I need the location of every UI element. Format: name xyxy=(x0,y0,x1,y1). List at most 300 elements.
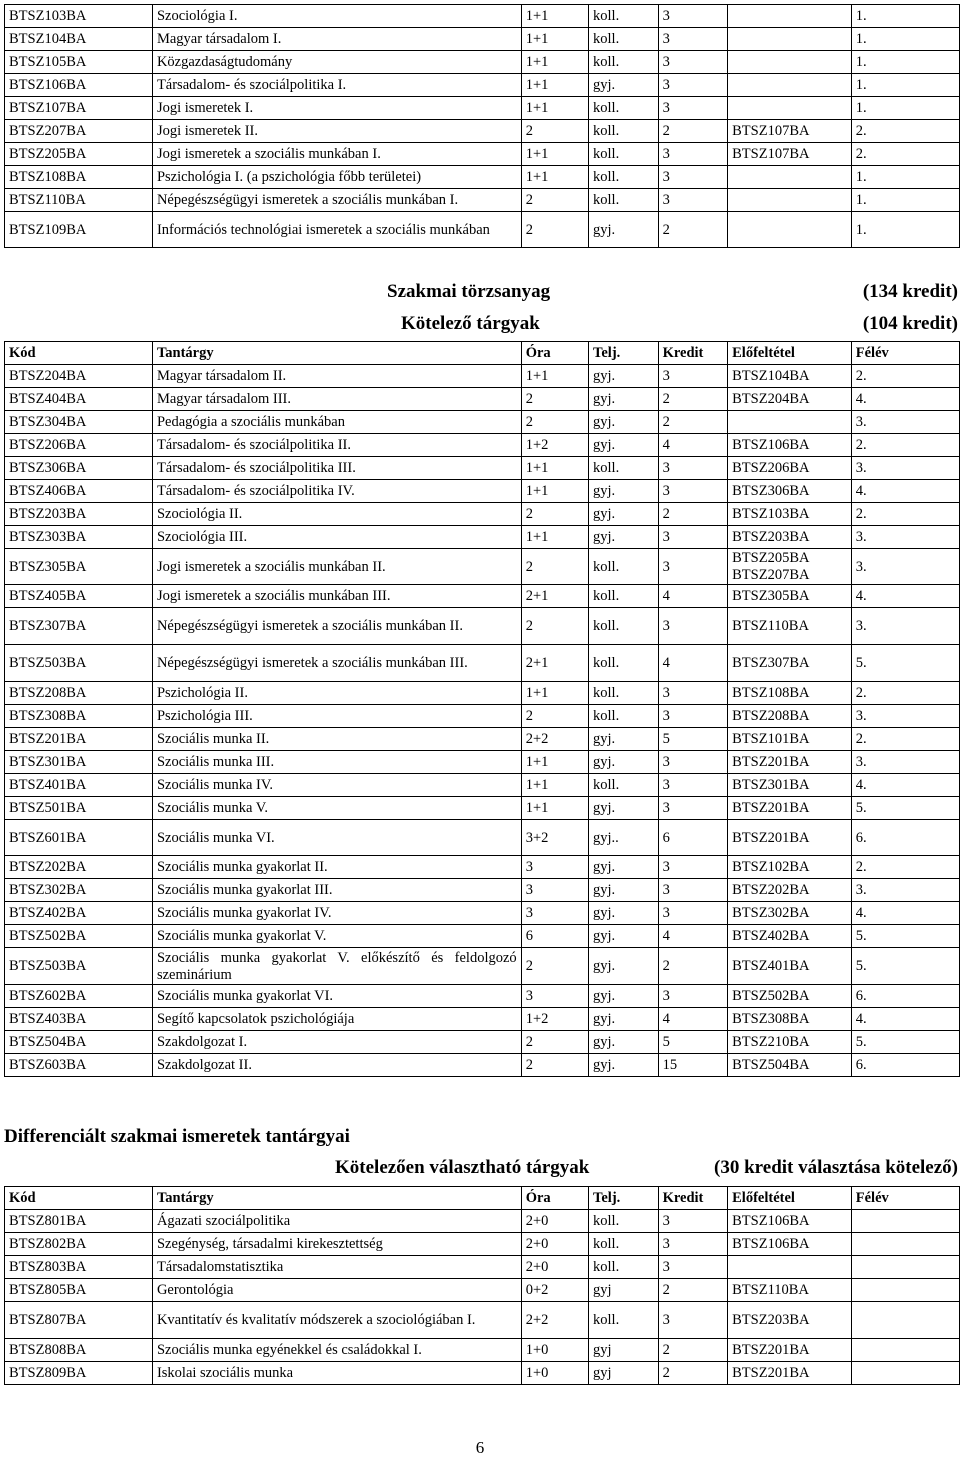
table-cell: 2 xyxy=(521,503,588,526)
table-row xyxy=(5,411,960,434)
table-cell: 1. xyxy=(851,28,959,51)
table-cell: Szociológia II. xyxy=(152,503,521,526)
table-row xyxy=(5,1008,960,1031)
table-cell: BTSZ201BA xyxy=(728,797,852,820)
table-row xyxy=(5,457,960,480)
table-cell: 5. xyxy=(851,1031,959,1054)
table-cell: 15 xyxy=(658,1054,728,1077)
table-cell: koll. xyxy=(589,1302,659,1339)
table-cell: koll. xyxy=(589,5,659,28)
column-header: Kredit xyxy=(658,1187,728,1210)
table-cell: 1+0 xyxy=(521,1362,588,1385)
table-cell: Kvantitatív és kvalitatív módszerek a szociológiában I. xyxy=(152,1302,521,1339)
table-cell: 3 xyxy=(658,1233,728,1256)
table-cell: Információs technológiai ismeretek a szociális munkában xyxy=(152,212,521,248)
table-cell: 1+2 xyxy=(521,1008,588,1031)
table-cell: 3+2 xyxy=(521,820,588,856)
table-row xyxy=(5,879,960,902)
table-row xyxy=(5,682,960,705)
table-row xyxy=(5,74,960,97)
table-cell: BTSZ110BA xyxy=(728,1279,852,1302)
table-cell: 3 xyxy=(658,751,728,774)
section-title: Szakmai törzsanyag xyxy=(387,281,551,302)
table-cell: 4. xyxy=(851,902,959,925)
table-cell: 3 xyxy=(658,856,728,879)
table-cell: 1+1 xyxy=(521,457,588,480)
table-cell: 3 xyxy=(521,902,588,925)
table-cell: Segítő kapcsolatok pszichológiája xyxy=(152,1008,521,1031)
table-row xyxy=(5,1054,960,1077)
table-cell: 3. xyxy=(851,549,959,585)
table-cell: BTSZ807BA xyxy=(5,1302,153,1339)
table-cell: 3 xyxy=(658,549,728,585)
table-cell: 1+1 xyxy=(521,51,588,74)
table-cell: BTSZ207BA xyxy=(5,120,153,143)
table-cell: BTSZ205BA xyxy=(5,143,153,166)
table-cell: 5. xyxy=(851,948,959,985)
table-cell: BTSZ109BA xyxy=(5,212,153,248)
table-cell: Szociális munka VI. xyxy=(152,820,521,856)
table-cell: BTSZ602BA xyxy=(5,985,153,1008)
table-cell: BTSZ501BA xyxy=(5,797,153,820)
table-cell: BTSZ503BA xyxy=(5,645,153,682)
table-row xyxy=(5,608,960,645)
table-row xyxy=(5,1031,960,1054)
table-cell: gyj. xyxy=(589,74,659,97)
table-cell: 2 xyxy=(658,411,728,434)
table-cell: BTSZ110BA xyxy=(728,608,852,645)
table-cell: BTSZ210BA xyxy=(728,1031,852,1054)
table-cell: gyj. xyxy=(589,526,659,549)
table-cell xyxy=(851,1279,959,1302)
table-row xyxy=(5,5,960,28)
table-cell: gyj. xyxy=(589,925,659,948)
table-cell: BTSZ203BA xyxy=(728,1302,852,1339)
table-cell: 3 xyxy=(658,1210,728,1233)
table-cell: 6. xyxy=(851,985,959,1008)
table-cell: 1. xyxy=(851,212,959,248)
column-header: Kód xyxy=(5,1187,153,1210)
table-cell: 3 xyxy=(658,143,728,166)
table-row xyxy=(5,97,960,120)
table-cell: Szociális munka gyakorlat II. xyxy=(152,856,521,879)
table-row xyxy=(5,774,960,797)
table-cell: BTSZ204BA xyxy=(728,388,852,411)
course-table-continued xyxy=(4,4,960,248)
table-cell: BTSZ204BA xyxy=(5,365,153,388)
table-row xyxy=(5,503,960,526)
table-cell xyxy=(728,28,852,51)
table-cell: gyj. xyxy=(589,728,659,751)
table-cell: 3 xyxy=(658,774,728,797)
table-cell: gyj. xyxy=(589,856,659,879)
table-cell: 1+1 xyxy=(521,28,588,51)
table-cell: gyj xyxy=(589,1279,659,1302)
table-cell: 2 xyxy=(658,1362,728,1385)
table-row xyxy=(5,925,960,948)
table-cell: Szociális munka III. xyxy=(152,751,521,774)
table-cell: 2 xyxy=(658,388,728,411)
column-header: Félév xyxy=(851,342,959,365)
table-cell: 3. xyxy=(851,608,959,645)
table-cell: BTSZ801BA xyxy=(5,1210,153,1233)
table-row xyxy=(5,705,960,728)
table-cell: BTSZ502BA xyxy=(728,985,852,1008)
table-cell: 3 xyxy=(658,985,728,1008)
table-cell: BTSZ102BA xyxy=(728,856,852,879)
table-cell: BTSZ106BA xyxy=(728,1210,852,1233)
column-header: Kód xyxy=(5,342,153,365)
table-cell: BTSZ103BA xyxy=(5,5,153,28)
table-cell: Szegénység, társadalmi kirekesztettség xyxy=(152,1233,521,1256)
table-cell: gyj. xyxy=(589,751,659,774)
table-cell: 1+1 xyxy=(521,774,588,797)
table-row xyxy=(5,1362,960,1385)
table-cell: gyj xyxy=(589,1362,659,1385)
table-row xyxy=(5,985,960,1008)
table-cell: koll. xyxy=(589,585,659,608)
table-cell xyxy=(728,212,852,248)
table-cell: Társadalom- és szociálpolitika I. xyxy=(152,74,521,97)
section-credit: (134 kredit) xyxy=(862,281,958,302)
table-cell: koll. xyxy=(589,1210,659,1233)
table-cell: BTSZ809BA xyxy=(5,1362,153,1385)
table-cell: BTSZ306BA xyxy=(5,457,153,480)
table-cell: Szakdolgozat I. xyxy=(152,1031,521,1054)
table-cell: 2 xyxy=(521,388,588,411)
table-cell: 6 xyxy=(521,925,588,948)
table-cell: 2+2 xyxy=(521,728,588,751)
table-cell: BTSZ202BA xyxy=(5,856,153,879)
table-cell: 3. xyxy=(851,526,959,549)
elective-courses-table xyxy=(4,1186,960,1385)
table-cell: 2. xyxy=(851,143,959,166)
table-cell: 1+1 xyxy=(521,797,588,820)
table-row xyxy=(5,585,960,608)
table-row xyxy=(5,1256,960,1279)
table-cell: BTSZ805BA xyxy=(5,1279,153,1302)
table-cell xyxy=(851,1256,959,1279)
table-cell: 2 xyxy=(521,1054,588,1077)
table-cell: Népegészségügyi ismeretek a szociális munkában I. xyxy=(152,189,521,212)
column-header: Kredit xyxy=(658,342,728,365)
table-row xyxy=(5,28,960,51)
table-cell: gyj. xyxy=(589,1008,659,1031)
table-cell: BTSZ305BA xyxy=(5,549,153,585)
table-cell: BTSZ201BA xyxy=(728,820,852,856)
table-cell: BTSZ403BA xyxy=(5,1008,153,1031)
table-cell: gyj. xyxy=(589,948,659,985)
table-cell: gyj. xyxy=(589,212,659,248)
table-cell: BTSZ803BA xyxy=(5,1256,153,1279)
table-cell: 2 xyxy=(521,120,588,143)
table-cell: 2 xyxy=(658,503,728,526)
table-cell: BTSZ110BA xyxy=(5,189,153,212)
table-cell: BTSZ208BA xyxy=(728,705,852,728)
table-cell: 2 xyxy=(521,1031,588,1054)
table-cell: BTSZ301BA xyxy=(5,751,153,774)
table-cell: BTSZ101BA xyxy=(728,728,852,751)
table-cell: 1+0 xyxy=(521,1339,588,1362)
table-cell: gyj. xyxy=(589,1054,659,1077)
table-cell: Jogi ismeretek a szociális munkában I. xyxy=(152,143,521,166)
table-cell: BTSZ108BA xyxy=(728,682,852,705)
page-number: 6 xyxy=(475,1438,485,1457)
table-row xyxy=(5,902,960,925)
table-cell: BTSZ302BA xyxy=(728,902,852,925)
column-header: Telj. xyxy=(589,1187,659,1210)
table-cell: 3. xyxy=(851,457,959,480)
table-cell: BTSZ106BA xyxy=(5,74,153,97)
table-cell: 5 xyxy=(658,728,728,751)
table-cell: koll. xyxy=(589,645,659,682)
table-row xyxy=(5,212,960,248)
table-cell: Iskolai szociális munka xyxy=(152,1362,521,1385)
mandatory-courses-table xyxy=(4,341,960,1077)
table-cell: koll. xyxy=(589,1256,659,1279)
table-cell: 1. xyxy=(851,97,959,120)
table-cell: gyj. xyxy=(589,503,659,526)
section2-subtitle-credit: (30 kredit választása kötelező) xyxy=(714,1157,958,1178)
table-row xyxy=(5,143,960,166)
table-cell: Szociális munka gyakorlat V. xyxy=(152,925,521,948)
table-cell: koll. xyxy=(589,608,659,645)
table-row xyxy=(5,189,960,212)
table-cell: 3 xyxy=(521,879,588,902)
table-cell: 2 xyxy=(658,120,728,143)
table-cell: BTSZ106BA xyxy=(728,434,852,457)
table-cell: koll. xyxy=(589,682,659,705)
table-cell: 3 xyxy=(658,797,728,820)
table-cell: 3 xyxy=(658,365,728,388)
table-cell: 4. xyxy=(851,480,959,503)
table-cell: Jogi ismeretek a szociális munkában III. xyxy=(152,585,521,608)
table-cell: BTSZ201BA xyxy=(728,1362,852,1385)
table-cell: 1+1 xyxy=(521,682,588,705)
table-cell: BTSZ308BA xyxy=(5,705,153,728)
table-row xyxy=(5,365,960,388)
table-cell xyxy=(728,97,852,120)
table-cell: 2 xyxy=(521,608,588,645)
table-cell xyxy=(851,1302,959,1339)
table-cell: 3 xyxy=(658,166,728,189)
table-cell: koll. xyxy=(589,166,659,189)
table-cell: gyj. xyxy=(589,985,659,1008)
table-cell: gyj. xyxy=(589,879,659,902)
table-cell: Népegészségügyi ismeretek a szociális munkában II. xyxy=(152,608,521,645)
table-cell: 2 xyxy=(521,549,588,585)
table-cell: 1. xyxy=(851,5,959,28)
table-cell: 3 xyxy=(658,1256,728,1279)
table-cell: BTSZ201BA xyxy=(728,751,852,774)
table-cell: gyj. xyxy=(589,388,659,411)
table-cell: 2 xyxy=(658,1279,728,1302)
table-cell: 4. xyxy=(851,585,959,608)
table-cell: BTSZ107BA xyxy=(728,120,852,143)
table-cell: koll. xyxy=(589,97,659,120)
table-cell: Pszichológia III. xyxy=(152,705,521,728)
table-cell: BTSZ208BA xyxy=(5,682,153,705)
table-cell: 3 xyxy=(521,856,588,879)
table-cell: 2 xyxy=(521,212,588,248)
section-subtitle: Kötelező tárgyak xyxy=(401,313,540,334)
table-cell: BTSZ203BA xyxy=(5,503,153,526)
table-cell: 4. xyxy=(851,1008,959,1031)
table-cell: 3 xyxy=(658,51,728,74)
table-cell: 2+0 xyxy=(521,1256,588,1279)
column-header: Óra xyxy=(521,1187,588,1210)
table-cell: 2+2 xyxy=(521,1302,588,1339)
table-row xyxy=(5,166,960,189)
table-cell: 3 xyxy=(658,526,728,549)
table-cell: koll. xyxy=(589,189,659,212)
table-cell: 3. xyxy=(851,879,959,902)
table-cell: 2 xyxy=(521,948,588,985)
table-cell: BTSZ106BA xyxy=(728,1233,852,1256)
table-cell: Pedagógia a szociális munkában xyxy=(152,411,521,434)
table-cell: koll. xyxy=(589,120,659,143)
table-cell: Szociológia I. xyxy=(152,5,521,28)
table-cell: 3 xyxy=(658,28,728,51)
table-cell xyxy=(728,189,852,212)
table-cell: BTSZ305BA xyxy=(728,585,852,608)
section-subtitle-credit: (104 kredit) xyxy=(862,313,958,334)
table-cell: 2. xyxy=(851,503,959,526)
table-header-row xyxy=(5,342,960,365)
table-row xyxy=(5,820,960,856)
table-cell: BTSZ405BA xyxy=(5,585,153,608)
table-cell: koll. xyxy=(589,28,659,51)
table-cell: Népegészségügyi ismeretek a szociális munkában III. xyxy=(152,645,521,682)
table-cell: 1+1 xyxy=(521,74,588,97)
table-cell: BTSZ504BA xyxy=(5,1031,153,1054)
table-cell: 6 xyxy=(658,820,728,856)
table-cell: 3 xyxy=(658,5,728,28)
table-cell: Pszichológia II. xyxy=(152,682,521,705)
table-cell: gyj. xyxy=(589,902,659,925)
table-cell: 3. xyxy=(851,411,959,434)
table-row xyxy=(5,645,960,682)
table-cell: 3 xyxy=(658,902,728,925)
table-cell: BTSZ107BA xyxy=(728,143,852,166)
table-cell: 2+1 xyxy=(521,585,588,608)
table-cell: 4 xyxy=(658,585,728,608)
table-cell xyxy=(728,74,852,97)
table-cell: Jogi ismeretek II. xyxy=(152,120,521,143)
table-cell: koll. xyxy=(589,705,659,728)
table-cell: gyj. xyxy=(589,480,659,503)
table-cell: BTSZ202BA xyxy=(728,879,852,902)
table-cell: 3. xyxy=(851,751,959,774)
table-cell: Társadalom- és szociálpolitika IV. xyxy=(152,480,521,503)
table-cell: 2. xyxy=(851,682,959,705)
table-cell: 1. xyxy=(851,74,959,97)
table-cell: BTSZ808BA xyxy=(5,1339,153,1362)
table-cell xyxy=(851,1339,959,1362)
table-row xyxy=(5,549,960,585)
table-cell: koll. xyxy=(589,774,659,797)
table-cell: 1+1 xyxy=(521,143,588,166)
table-row xyxy=(5,1339,960,1362)
table-cell: BTSZ306BA xyxy=(728,480,852,503)
table-cell: 3 xyxy=(521,985,588,1008)
table-cell: BTSZ601BA xyxy=(5,820,153,856)
table-cell: BTSZ302BA xyxy=(5,879,153,902)
table-cell: BTSZ502BA xyxy=(5,925,153,948)
table-cell: 3. xyxy=(851,705,959,728)
table-cell: BTSZ406BA xyxy=(5,480,153,503)
table-cell: 1. xyxy=(851,51,959,74)
table-cell: gyj. xyxy=(589,411,659,434)
table-cell xyxy=(851,1210,959,1233)
table-header-row xyxy=(5,1187,960,1210)
table-cell: Közgazdaságtudomány xyxy=(152,51,521,74)
table-cell: 6. xyxy=(851,1054,959,1077)
table-cell: BTSZ402BA xyxy=(5,902,153,925)
table-cell: Társadalom- és szociálpolitika II. xyxy=(152,434,521,457)
table-cell: 3 xyxy=(658,480,728,503)
table-cell: BTSZ301BA xyxy=(728,774,852,797)
table-cell: Szakdolgozat II. xyxy=(152,1054,521,1077)
table-cell: 2 xyxy=(521,189,588,212)
column-header: Félév xyxy=(851,1187,959,1210)
table-cell: Szociális munka II. xyxy=(152,728,521,751)
table-cell: Szociális munka gyakorlat III. xyxy=(152,879,521,902)
table-cell: 5 xyxy=(658,1031,728,1054)
table-cell: 2. xyxy=(851,856,959,879)
table-cell: Szociális munka egyénekkel és családokkal I. xyxy=(152,1339,521,1362)
table-cell: BTSZ401BA xyxy=(728,948,852,985)
table-cell: BTSZ104BA xyxy=(728,365,852,388)
table-cell xyxy=(851,1233,959,1256)
table-cell: BTSZ503BA xyxy=(5,948,153,985)
table-cell: BTSZ307BA xyxy=(728,645,852,682)
table-cell: 1+1 xyxy=(521,480,588,503)
table-cell: BTSZ303BA xyxy=(5,526,153,549)
table-cell: Ágazati szociálpolitika xyxy=(152,1210,521,1233)
table-cell: Pszichológia I. (a pszichológia főbb területei) xyxy=(152,166,521,189)
table-cell: 3 xyxy=(658,879,728,902)
table-cell: 1. xyxy=(851,166,959,189)
table-cell: 2. xyxy=(851,434,959,457)
table-cell: 3 xyxy=(658,705,728,728)
table-cell: 1. xyxy=(851,189,959,212)
table-row xyxy=(5,51,960,74)
table-cell: Magyar társadalom II. xyxy=(152,365,521,388)
table-cell: Jogi ismeretek I. xyxy=(152,97,521,120)
table-cell: koll. xyxy=(589,549,659,585)
table-cell: 4 xyxy=(658,925,728,948)
table-cell: 1+1 xyxy=(521,166,588,189)
table-cell: Szociális munka gyakorlat IV. xyxy=(152,902,521,925)
column-header: Óra xyxy=(521,342,588,365)
table-cell: Magyar társadalom III. xyxy=(152,388,521,411)
table-cell: 2 xyxy=(521,411,588,434)
table-cell: 0+2 xyxy=(521,1279,588,1302)
table-cell: BTSZ108BA xyxy=(5,166,153,189)
table-cell: 4. xyxy=(851,774,959,797)
table-cell: gyj. xyxy=(589,365,659,388)
table-row xyxy=(5,434,960,457)
table-cell: BTSZ206BA xyxy=(728,457,852,480)
table-row xyxy=(5,388,960,411)
table-cell: 2 xyxy=(658,1339,728,1362)
table-cell: Szociális munka V. xyxy=(152,797,521,820)
table-cell: BTSZ504BA xyxy=(728,1054,852,1077)
table-cell: Magyar társadalom I. xyxy=(152,28,521,51)
table-cell: 2. xyxy=(851,365,959,388)
table-cell: koll. xyxy=(589,143,659,166)
